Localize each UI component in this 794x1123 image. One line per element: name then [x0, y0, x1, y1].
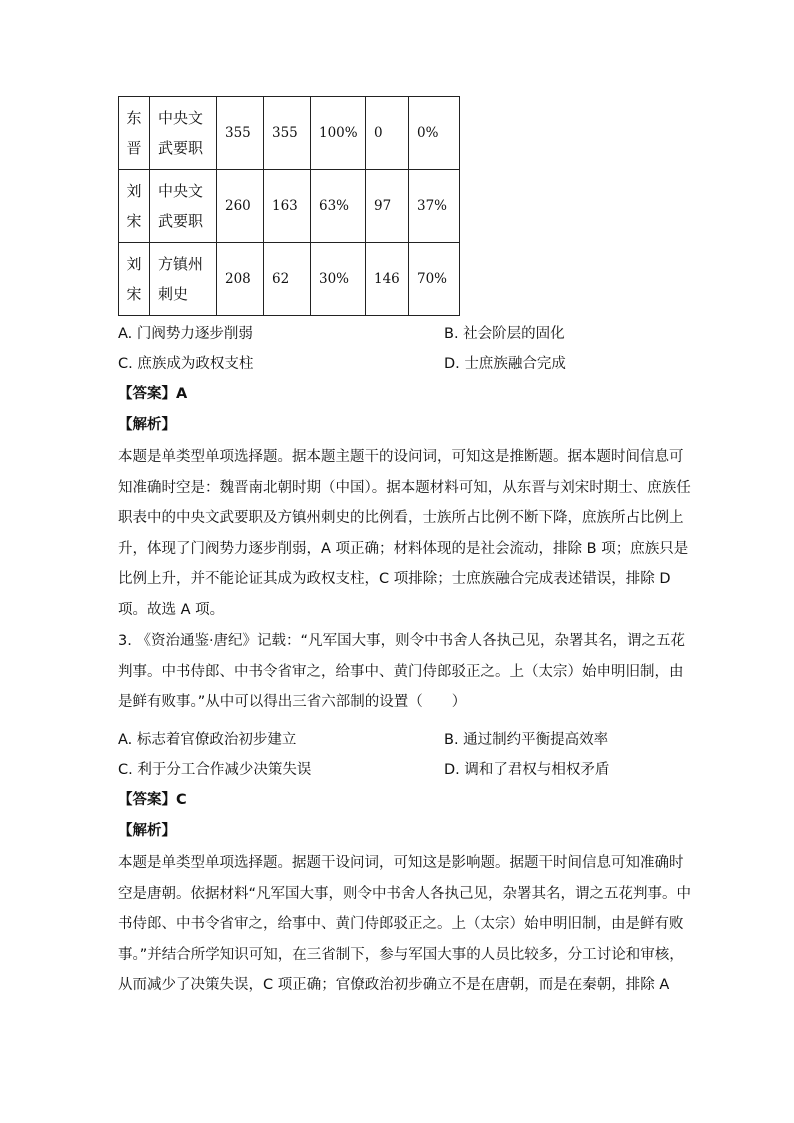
table-row: [119, 243, 460, 316]
dynasty-cell: 刘 宋: [119, 243, 150, 316]
shuzu-count-cell: 0: [366, 97, 409, 170]
q2-analysis: [118, 442, 691, 626]
analysis-line: 知准确时空是：魏晋南北朝时期（中国）。据本题材料可知，从东晋与刘宋时期士、庶族任: [118, 479, 691, 496]
shizu-percent-cell: 30%: [311, 243, 366, 316]
position-cell: 中央文 武要职: [150, 97, 217, 170]
q2-option-a: A. 门阀势力逐步削弱: [118, 326, 253, 342]
q3-analysis-label: 【解析】: [118, 823, 176, 839]
total-cell: 260: [217, 170, 264, 243]
analysis-line: 事。”并结合所学知识可知，在三省制下，参与军国大事的人员比较多，分工讨论和审核，: [118, 946, 684, 963]
stem-line: 判事。中书侍郎、中书令省审之，给事中、黄门侍郎驳正之。上（太宗）始申明旧制，由: [118, 663, 684, 680]
table-row: [119, 170, 460, 243]
stem-line: 3. 《资治通鉴·唐纪》记载：“凡军国大事，则令中书舍人各执己见，杂署其名，谓之五花: [118, 633, 686, 649]
shizu-percent-cell: 100%: [311, 97, 366, 170]
position-cell: 方镇州 刺史: [150, 243, 217, 316]
q2-option-b: B. 社会阶层的固化: [444, 326, 565, 342]
shuzu-count-cell: 146: [366, 243, 409, 316]
q3-analysis: [118, 848, 692, 1001]
q3-option-c: C. 利于分工合作减少决策失误: [118, 762, 312, 778]
dynasty-cell: 东 晋: [119, 97, 150, 170]
q3-option-a: A. 标志着官僚政治初步建立: [118, 732, 297, 748]
stem-line: 是鲜有败事。”从中可以得出三省六部制的设置（ ）: [118, 694, 467, 711]
q2-answer: 【答案】A: [118, 386, 188, 402]
q3-stem: [118, 626, 686, 718]
total-cell: 208: [217, 243, 264, 316]
q3-answer: 【答案】C: [118, 792, 187, 808]
shizu-percent-cell: 63%: [311, 170, 366, 243]
shuzu-percent-cell: 37%: [409, 170, 460, 243]
analysis-line: 本题是单类型单项选择题。据题干设问词，可知这是影响题。据题干时间信息可知准确时: [118, 855, 684, 871]
analysis-line: 空是唐朝。依据材料“凡军国大事，则令中书舍人各执己见，杂署其名，谓之五花判事。中: [118, 885, 692, 902]
total-cell: 355: [217, 97, 264, 170]
shizu-count-cell: 62: [264, 243, 311, 316]
dynasty-cell: 刘 宋: [119, 170, 150, 243]
q3-option-b: B. 通过制约平衡提高效率: [444, 732, 609, 748]
shuzu-count-cell: 97: [366, 170, 409, 243]
analysis-line: 升，体现了门阀势力逐步削弱，A 项正确；材料体现的是社会流动，排除 B 项；庶族只是: [118, 540, 689, 557]
shuzu-percent-cell: 70%: [409, 243, 460, 316]
analysis-line: 本题是单类型单项选择题。据本题主题干的设问词，可知这是推断题。据本题时间信息可: [118, 449, 684, 465]
analysis-line: 项。故选 A 项。: [118, 601, 225, 618]
shizu-count-cell: 355: [264, 97, 311, 170]
q2-option-c: C. 庶族成为政权支柱: [118, 356, 254, 372]
analysis-line: 书侍郎、中书令省审之，给事中、黄门侍郎驳正之。上（太宗）始申明旧制，由是鲜有败: [118, 916, 684, 933]
position-cell: 中央文 武要职: [150, 170, 217, 243]
q3-option-d: D. 调和了君权与相权矛盾: [444, 762, 610, 778]
analysis-line: 从而减少了决策失误，C 项正确；官僚政治初步确立不是在唐朝，而是在秦朝，排除 A: [118, 977, 670, 994]
q2-option-d: D. 士庶族融合完成: [444, 356, 566, 372]
analysis-line: 职表中的中央文武要职及方镇州刺史的比例看，士族所占比例不断下降，庶族所占比例上: [118, 510, 684, 527]
q2-analysis-label: 【解析】: [118, 417, 176, 433]
shizu-count-cell: 163: [264, 170, 311, 243]
shuzu-percent-cell: 0%: [409, 97, 460, 170]
official-composition-table: [118, 96, 460, 316]
table-row: [119, 97, 460, 170]
analysis-line: 比例上升，并不能论证其成为政权支柱，C 项排除；士庶族融合完成表述错误，排除 D: [118, 571, 671, 588]
